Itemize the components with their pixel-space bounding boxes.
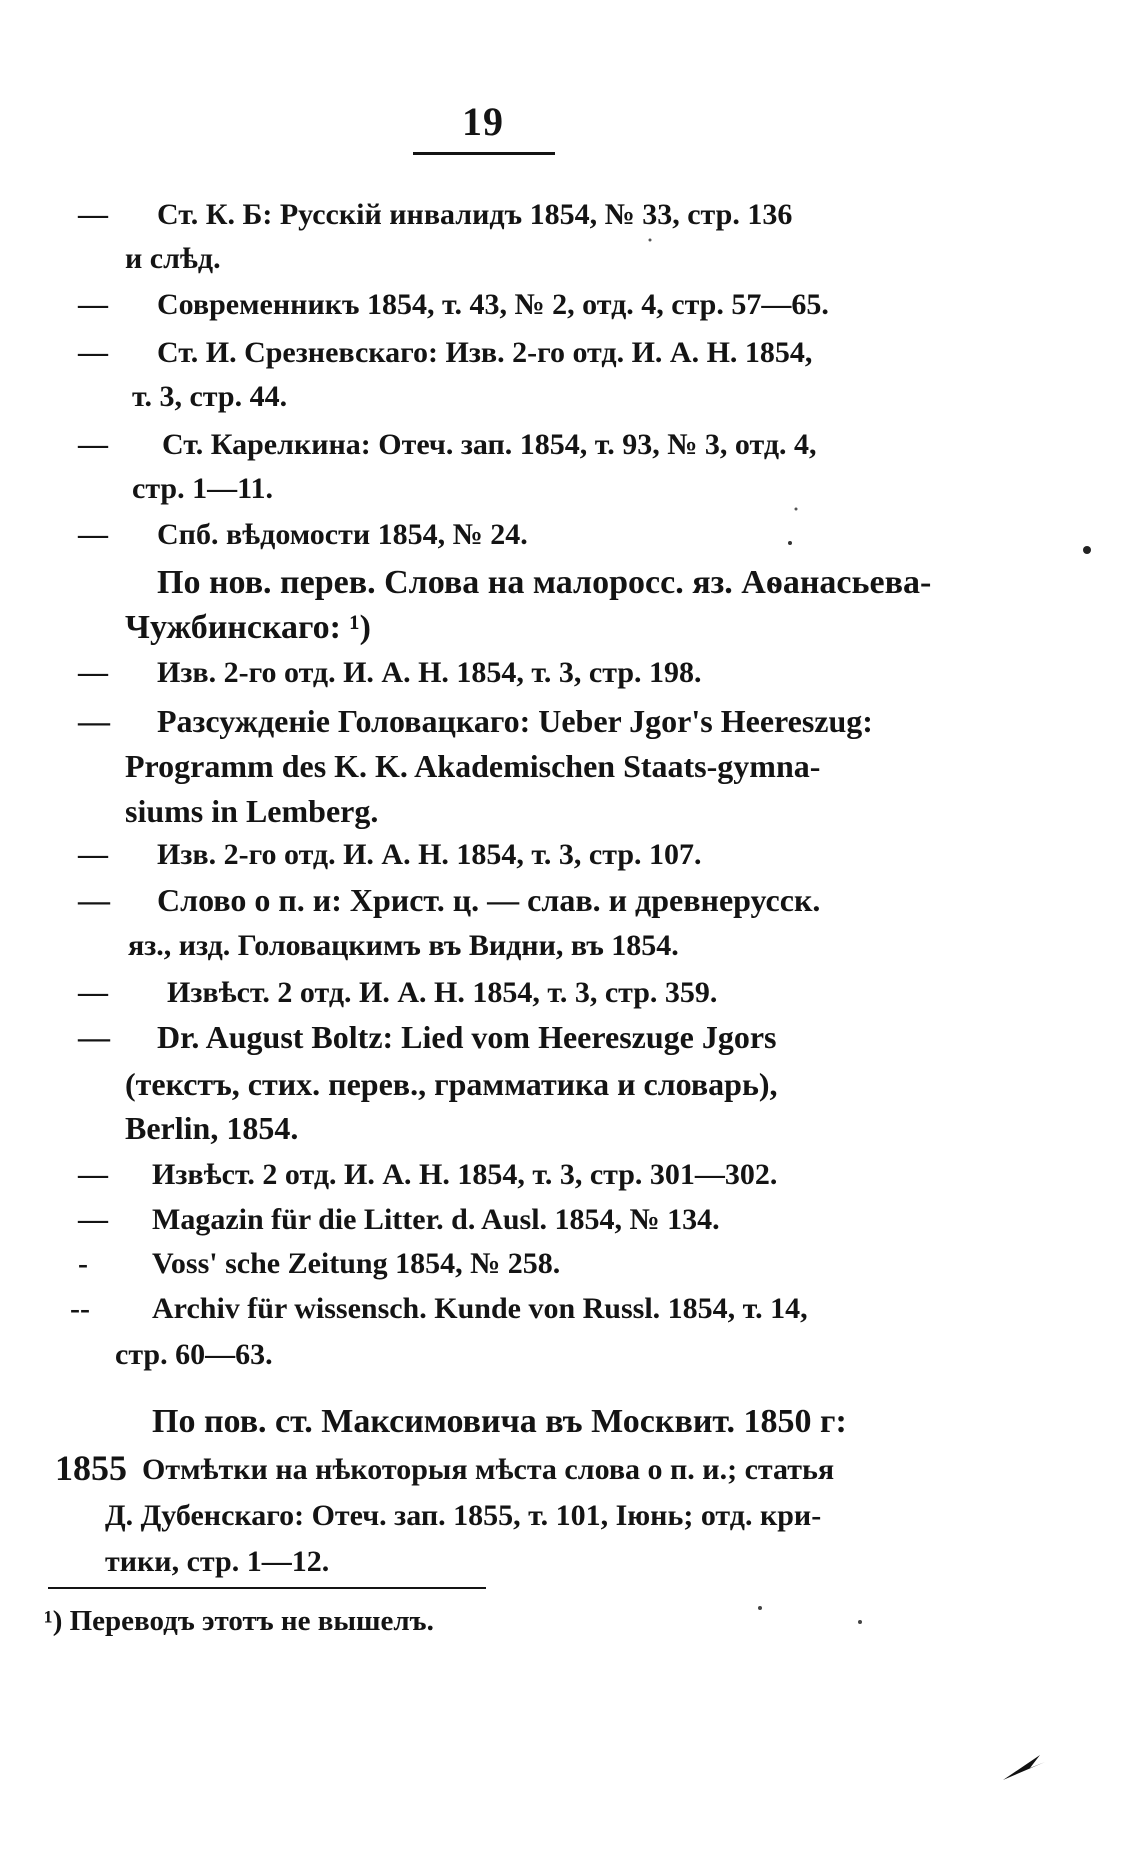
entry-line: Д. Дубенскаго: Отеч. зап. 1855, т. 101, Іюнь; отд. кри- (105, 1499, 822, 1532)
entry-line: siums in Lemberg. (125, 793, 379, 829)
entry-line: Извѣст. 2 отд. И. А. Н. 1854, т. 3, стр. 359. (167, 976, 718, 1009)
entry-line: т. 3, стр. 44. (132, 380, 288, 413)
entry-line: яз., изд. Головацкимъ въ Видни, въ 1854. (128, 929, 679, 962)
entry-dash: — (78, 518, 108, 551)
entry-dash: — (78, 976, 108, 1009)
entry-line: Programm des K. K. Akademischen Staats-gymna- (125, 748, 821, 784)
entry-line: Ст. К. Б: Русскій инвалидъ 1854, № 33, стр. 136 (157, 198, 793, 231)
entry-line: стр. 60—63. (115, 1338, 273, 1371)
section-heading: По нов. перев. Слова на малоросс. яз. Аѳанасьева- (157, 564, 932, 601)
entry-line: Voss' sche Zeitung 1854, № 258. (152, 1247, 561, 1280)
page-number: 19 (462, 99, 504, 144)
entry-line: Ст. И. Срезневскаго: Изв. 2-го отд. И. А. Н. 1854, (157, 336, 813, 369)
entry-line: тики, стр. 1—12. (105, 1545, 330, 1578)
quill-mark-icon (1003, 1755, 1045, 1780)
entry-line: Слово о п. и: Христ. ц. — слав. и древнерусск. (157, 882, 821, 918)
entry-line: стр. 1—11. (132, 472, 273, 505)
entry-dash: — (78, 1158, 108, 1191)
entry-dash: — (78, 336, 108, 369)
entry-dash: -- (70, 1292, 90, 1325)
margin-year: 1855 (55, 1448, 127, 1488)
entry-dash: — (78, 288, 108, 321)
entry-line: Berlin, 1854. (125, 1110, 299, 1146)
entry-dash: - (78, 1247, 88, 1280)
entry-line: Ст. Карелкина: Отеч. зап. 1854, т. 93, № 3, отд. 4, (162, 428, 817, 461)
entry-line: Изв. 2-го отд. И. А. Н. 1854, т. 3, стр. 107. (157, 838, 702, 871)
footnote-mark: ¹) (44, 1605, 63, 1637)
entry-line: Современникъ 1854, т. 43, № 2, отд. 4, стр. 57—65. (157, 288, 829, 321)
entry-line: Magazin für die Litter. d. Ausl. 1854, № 134. (152, 1203, 720, 1236)
entry-line: Разсужденіе Головацкаго: Ueber Jgor's Heereszug: (157, 703, 873, 739)
entry-line: и слѣд. (125, 242, 221, 275)
entry-dash: — (78, 198, 108, 231)
entry-line: Отмѣтки на нѣкоторыя мѣста слова о п. и.; статья (142, 1453, 835, 1486)
entry-line: Archiv für wissensch. Kunde von Russl. 1854, т. 14, (152, 1292, 808, 1325)
footnote-text: Переводъ этотъ не вышелъ. (69, 1605, 434, 1637)
entry-line: Dr. August Boltz: Lied vom Heereszuge Jgors (157, 1019, 777, 1055)
section-heading: Чужбинскаго: ¹) (125, 609, 371, 646)
entry-dash: — (78, 882, 110, 918)
section-heading: По пов. ст. Максимовича въ Москвит. 1850 г: (152, 1403, 847, 1440)
entry-line: (текстъ, стих. перев., грамматика и словарь), (125, 1066, 778, 1102)
entry-line: Извѣст. 2 отд. И. А. Н. 1854, т. 3, стр. 301—302. (152, 1158, 778, 1191)
entry-dash: — (78, 428, 108, 461)
entry-dash: — (78, 656, 108, 689)
entry-line: Спб. вѣдомости 1854, № 24. (157, 518, 528, 551)
entry-line: Изв. 2-го отд. И. А. Н. 1854, т. 3, стр. 198. (157, 656, 702, 689)
entry-dash: — (78, 1019, 110, 1055)
entry-dash: — (78, 703, 110, 739)
entry-dash: — (78, 1203, 108, 1236)
entry-dash: — (78, 838, 108, 871)
